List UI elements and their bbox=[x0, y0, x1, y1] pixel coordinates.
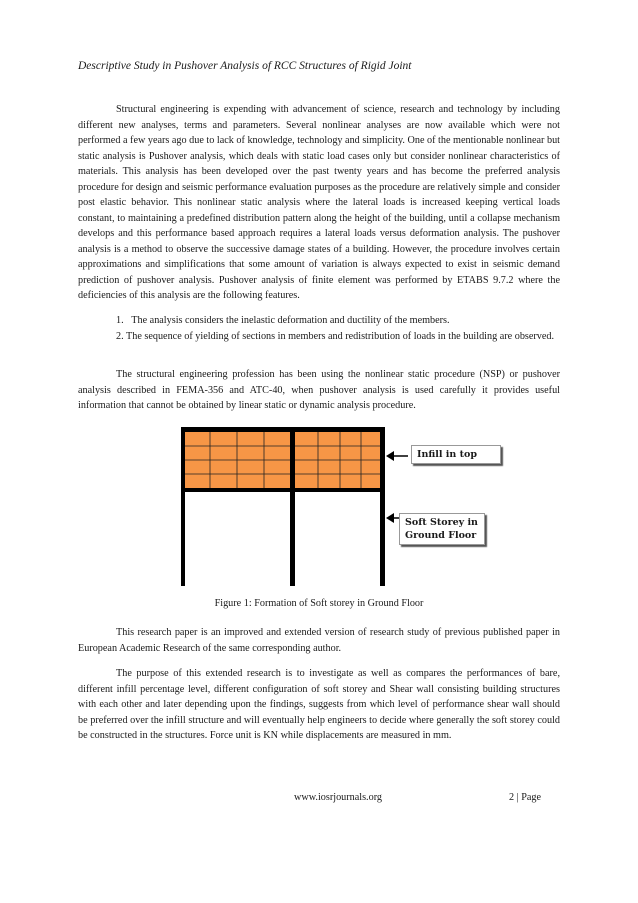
list-item: 2. The sequence of yielding of sections in members and redistribution of loads in the building are observed. bbox=[116, 330, 555, 342]
column-left bbox=[181, 427, 185, 586]
paragraph-intro: Structural engineering is expending with advancement of science, research and technology by including different new analyses, terms and parameters. Several nonlinear analyses are now available which were not performed a few years ago due to lack of knowledge, technology and simplicity. One of the mentionable nonlinear but static analysis is Pushover analysis, which deals with static load cases only but consider nonlinear characteristics of materials. This analysis has been developed over the past twenty years and has become the preferred analysis procedure for design and seismic performance evaluation purposes as the procedure are relatively simple and consider post elastic behavior. This nonlinear static analysis where the lateral loads is increased keeping vertical loads constant, to maintaining a predefined distribution pattern along the height of the building, until a collapse mechanism develops and this performance based approach requires a lateral loads versus deformation analysis. The pushover analysis is a method to observe the successive damage states of a building. However, the procedure involves certain approximations and simplifications that some amount of variation is always expected to exist in seismic demand prediction of pushover analysis. Pushover analysis of finite element was performed by ETABS 9.7.2 where the deficiencies of this analysis are the following features. bbox=[78, 104, 560, 301]
callout-infill-top bbox=[411, 445, 501, 464]
footer-url: www.iosrjournals.org bbox=[294, 792, 383, 803]
paragraph-nsp: The structural engineering profession has been using the nonlinear static procedure (NSP) or pushover analysis described in FEMA-356 and ATC-40, when pushover analysis is used carefully it provides useful information that cannot be obtained by linear static or dynamic analysis procedure. bbox=[78, 369, 560, 411]
running-header: Descriptive Study in Pushover Analysis of RCC Structures of Rigid Joint bbox=[78, 60, 412, 72]
top-beam bbox=[181, 427, 385, 432]
paragraph-extension: This research paper is an improved and extended version of research study of previous published paper in European Academic Research of the same corresponding author. bbox=[78, 627, 560, 654]
callout-soft-storey bbox=[399, 513, 485, 545]
column-middle bbox=[290, 427, 295, 586]
callout-infill-text: Infill in top bbox=[417, 449, 477, 460]
feature-list bbox=[116, 313, 560, 344]
callout-soft-storey-line1: Soft Storey in bbox=[405, 517, 478, 528]
arrow-infill-icon bbox=[386, 451, 408, 461]
callout-soft-storey-line2: Ground Floor bbox=[405, 530, 477, 541]
column-right bbox=[380, 427, 385, 586]
footer-page-number: 2 | Page bbox=[509, 792, 542, 803]
figure-caption: Figure 1: Formation of Soft storey in Ground Floor bbox=[214, 598, 424, 609]
first-floor-beam bbox=[181, 488, 385, 492]
list-item: 1. The analysis considers the inelastic deformation and ductility of the members. bbox=[116, 315, 450, 326]
figure-soft-storey bbox=[180, 426, 500, 588]
paragraph-purpose: The purpose of this extended research is to investigate as well as compares the performances of bare, different infill percentage level, different configuration of soft storey and Shear wall consisting building structures with each other and later depending upon the findings, suggests from which level of performance shear wall should be preferred over the infill structure and will eventually help engineers to decide where generally the soft storey could be constructed in the structures. Force unit is KN while displacements are measured in mm. bbox=[78, 668, 560, 741]
